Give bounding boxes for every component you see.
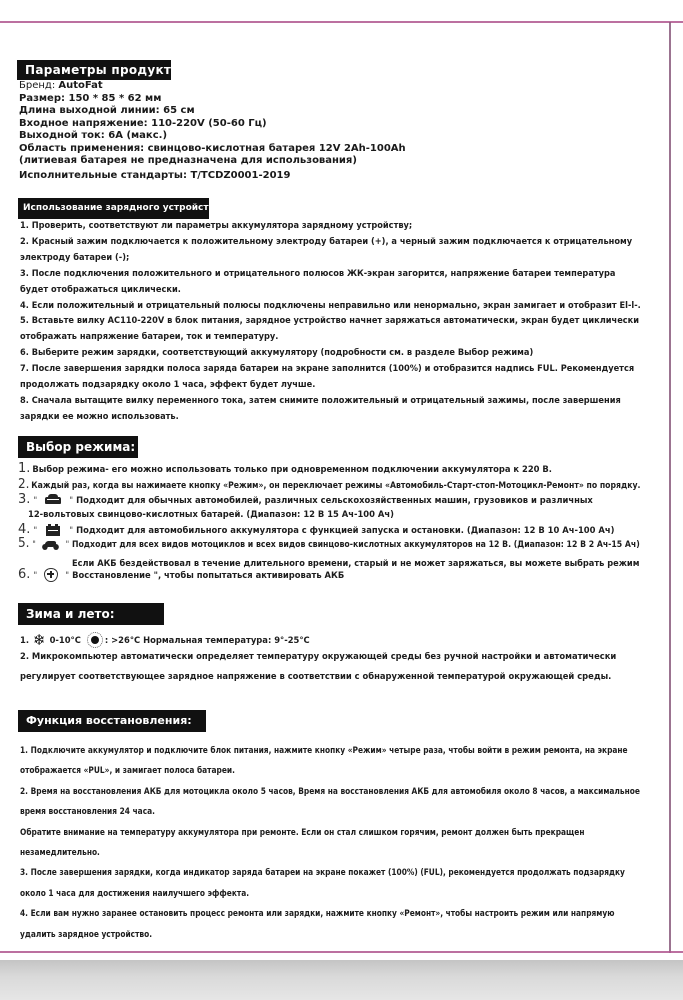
usage-line: электроду батареи (-); (20, 251, 130, 262)
usage-line: 3. После подключения положительного и отрицательного полюсов ЖК-экран загорится, напряжение батареи температура (20, 267, 616, 278)
product-params (19, 80, 406, 182)
season-line: 2. Микрокомпьютер автоматически определяет температуру окружающей среды без ручной настройки и автоматически (20, 651, 617, 661)
param-line: Область применения: свинцово-кислотная батарея 12V 2Ah-100Ah (19, 142, 406, 154)
quote-mark: " (65, 569, 70, 580)
item-text: Подходит для всех видов мотоциклов и всех видов свинцово-кислотных аккумуляторов на 12 В. (Диапазон: 12 В 2 Ач-15 Ач) (71, 538, 640, 549)
restore-line: незамедлительно. (20, 847, 100, 858)
usage-line: будет отображаться циклически. (20, 283, 181, 294)
quote-mark: " (69, 494, 74, 505)
param-line: Исполнительные стандарты: T/TCDZ0001-2019 (19, 169, 291, 181)
item-number: 5. (18, 536, 30, 551)
quote-mark: " (65, 538, 70, 549)
param-line: Длина выходной линии: 65 см (19, 105, 195, 116)
item-number: 2. (18, 477, 30, 492)
usage-line: 6. Выберите режим зарядки, соответствующий аккумулятору (подробности см. в разделе Выбор режима) (20, 347, 534, 358)
item-text: Восстановление ", чтобы попытаться активировать АКБ (72, 569, 345, 580)
usage-line: 8. Сначала вытащите вилку переменного тока, затем снимите положительный и отрицательный зажимы, после завершения (20, 394, 621, 405)
quote-mark: " (33, 569, 38, 580)
item-text: Подходит для обычных автомобилей, различных сельскохозяйственных машин, грузовиков и различных (76, 494, 593, 505)
item-number: 6. (18, 567, 31, 582)
param-line: Выходной ток: 6А (макс.) (19, 130, 168, 141)
product-params-header: Параметры продукта (17, 60, 171, 80)
battery-icon (44, 524, 62, 536)
bottom-shadow (0, 960, 683, 1000)
brand-value: AutoFat (58, 80, 103, 91)
param-line: Входное напряжение: 110-220V (50-60 Гц) (19, 117, 267, 129)
usage-line: 2. Красный зажим подключается к положительному электроду батареи (+), а черный зажим подключается к отрицательному (20, 235, 633, 246)
param-line: (литиевая батарея не предназначена для использования) (19, 155, 357, 166)
mode-select-header: Выбор режима: (18, 436, 138, 458)
restore-header: Функция восстановления: (18, 710, 206, 732)
item-number: 1. (18, 461, 31, 476)
usage-line: 5. Вставьте вилку AC110-220V в блок питания, зарядное устройство начнет заряжаться автоматически, экран будет циклически (20, 315, 640, 326)
repair-shield-icon (44, 568, 58, 582)
item-number: 4. (18, 522, 31, 537)
item-text: Каждый раз, когда вы нажимаете кнопку «Режим», он переключает режимы «Автомобиль-Старт-стоп-Мотоцикл-Ремонт» по порядку. (31, 479, 641, 490)
restore-line: 1. Подключите аккумулятор и подключите блок питания, нажмите кнопку «Режим» четыре раза, чтобы войти в режим ремонта, на экране (20, 745, 628, 755)
summer-text: : >26°C Нормальная температура: 9°-25°C (104, 634, 310, 645)
item-text: Подходит для автомобильного аккумулятора с функцией запуска и остановки. (Диапазон: 12 В 10 Ач-100 Ач) (76, 524, 615, 535)
winter-range: 0-10°C (49, 634, 81, 645)
restore-line: Обратите внимание на температуру аккумулятора при ремонте. Если он стал слишком горячим, ремонт должен быть прекращен (20, 826, 585, 837)
mode-item-car (18, 492, 593, 507)
frame-bottom-border (0, 951, 683, 953)
restore-line: около 1 часа для достижения наилучшего эффекта. (20, 887, 250, 898)
mode-item-motorcycle (18, 536, 640, 551)
quote-mark: " (33, 494, 38, 505)
restore-line: 2. Время на восстановления АКБ для мотоцикла около 5 часов, Время на восстановления АКБ для автомобиля около 8 часов, а максимальное (20, 785, 640, 796)
motorcycle-icon (42, 538, 59, 550)
quote-mark: " (32, 538, 36, 549)
mode-item (18, 461, 552, 476)
restore-line: время восстановления 24 часа. (20, 806, 155, 817)
usage-line: 1. Проверить, соответствуют ли параметры аккумулятора зарядному устройству; (20, 220, 413, 230)
item-text: Выбор режима- его можно использовать только при одновременном подключении аккумулятора к 220 В. (32, 463, 552, 474)
usage-line: отображать напряжение батареи, ток и температуру. (20, 331, 279, 342)
season-temps-line (20, 632, 616, 648)
restore-line: отображается «PUL», и замигает полоса батареи. (20, 765, 235, 776)
mode-item-continued (28, 509, 394, 519)
restore-line: 4. Если вам нужно заранее остановить процесс ремонта или зарядки, нажмите кнопку «Ремонт», чтобы настроить режим или напрямую (20, 908, 615, 919)
sun-icon (87, 632, 103, 648)
brand-label: Бренд: (19, 80, 59, 91)
charger-usage-header: Использование зарядного устройства: (18, 198, 209, 219)
item-text: 12-вольтовых свинцово-кислотных батарей. (Диапазон: 12 В 15 Ач-100 Ач) (28, 509, 394, 519)
usage-line: 7. После завершения зарядки полоса заряда батареи на экране заполнится (100%) и отобразится надпись FUL. Рекомендуется (20, 363, 635, 374)
usage-line: продолжать подзарядку около 1 часа, эффект будет лучше. (20, 379, 316, 390)
restore-line: 3. После завершения зарядки, когда индикатор заряда батареи на экране покажет (100%) (FUL), рекомендуется продолжать подзарядку (20, 867, 625, 878)
usage-line: зарядки ее можно использовать. (20, 410, 179, 421)
item-number: 3. (18, 492, 31, 507)
seasons-header: Зима и лето: (18, 603, 164, 625)
quote-mark: " (69, 524, 74, 535)
restore-line: удалить зарядное устройство. (20, 928, 153, 939)
charger-usage-list (20, 218, 651, 425)
season-line: регулирует соответствующее зарядное напряжение в соответствии с обнаруженной температурой окружающей среды. (20, 671, 612, 681)
param-line: Размер: 150 * 85 * 62 мм (19, 92, 162, 104)
restore-list (20, 740, 683, 944)
seasons-list (20, 632, 616, 684)
item-number: 1. (20, 634, 30, 645)
snowflake-icon: ❄ (33, 631, 46, 649)
brand-line (19, 80, 406, 93)
usage-line: 4. Если положительный и отрицательный полюсы подключены неправильно или ненормально, экран замигает и отобразит El-l-. (20, 299, 641, 310)
mode-item-start-stop (18, 522, 614, 537)
mode-item (18, 477, 640, 492)
quote-mark: " (33, 524, 38, 535)
car-icon (44, 494, 62, 506)
mode-item-repair (18, 567, 344, 582)
frame-top-border (0, 21, 683, 23)
item-text: Если АКБ бездействовал в течение длительного времени, старый и не может заряжаться, вы можете выбрать режим (72, 558, 640, 568)
